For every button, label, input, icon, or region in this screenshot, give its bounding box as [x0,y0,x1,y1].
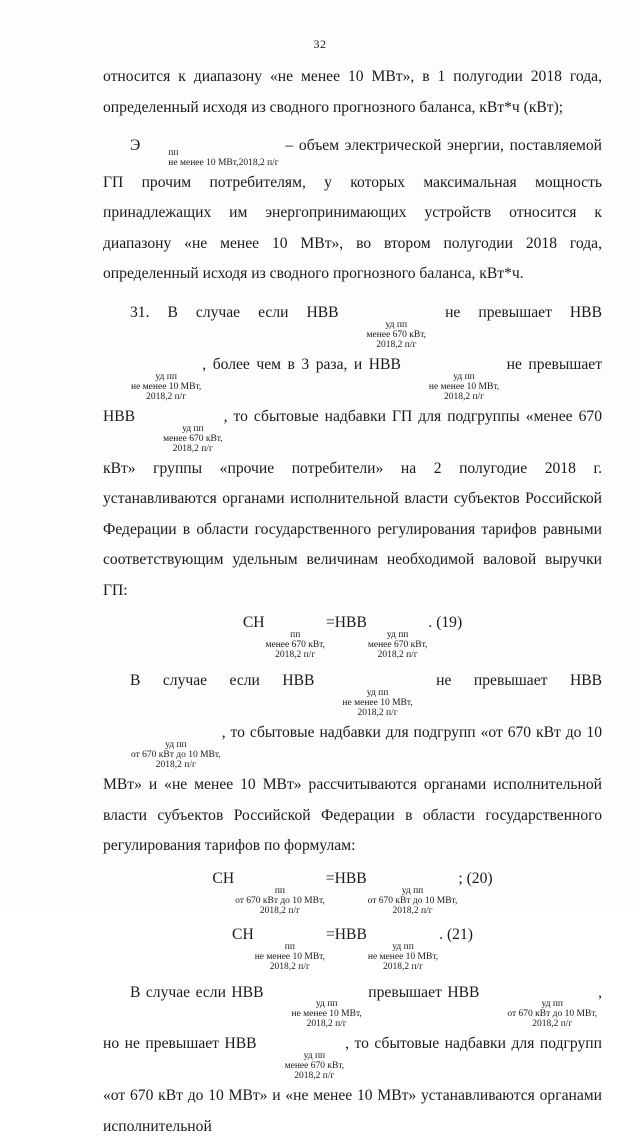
symbol-e: Э [130,137,140,154]
symbol-e-scripts: пп не менее 10 МВт,2018,2 п/г [141,148,278,168]
formula-number-21: (21) [447,926,473,943]
document-body [103,62,602,1142]
paragraph-case-3: В случае если НВВ уд пп не менее 10 МВт, 2018,2 п/г превышает НВВ уд пп от 670 кВт до 10 МВт, 2018,2 п/г , но не превышает НВВ уд пп менее 670 кВт, 2018,2 п/г , то сбытовые надбавки для подгрупп «от 670 кВт до 10 МВт» и «не менее 10 МВт» устанавливаются органами исполнительной [103,978,602,1142]
formula-number-19: (19) [436,614,462,631]
paragraph-31: 31. В случае если НВВ уд пп менее 670 кВт, 2018,2 п/г не превышает НВВ уд пп не менее 10 МВт, 2018,2 п/г , более чем в 3 раза, и НВВ уд пп не менее 10 МВт, 2018,2 п/г не превышает НВВ уд пп менее 670 кВт, 2018,2 п/г , то сбытовые надбавки ГП для подгруппы «менее 670 кВт» группы «прочие потребители» на 2 полугодие 2018 г. устанавливаются органами исполнительной власти субъектов Российской Федерации в области государственного регулирования тарифов равными соответствующим удельным величинам необходимой валовой выручки ГП: [103,298,602,606]
formula-number-20: (20) [467,870,493,887]
paragraph-continuation: относится к диапазону «не менее 10 МВт», в 1 полугодии 2018 года, определенный исходя из сводного прогнозного баланса, кВт*ч (кВт); [103,62,602,123]
formula-19: СН пп менее 670 кВт, 2018,2 п/г =НВВ уд пп менее 670 кВт, 2018,2 п/г . (19) [103,610,602,660]
formula-20: СН пп от 670 кВт до 10 МВт, 2018,2 п/г =НВВ уд пп от 670 кВт до 10 МВт, 2018,2 п/г ; (20) [103,866,602,916]
page-number: 32 [0,37,640,52]
definition-text: – объем электрической энергии, поставляемой ГП прочим потребителям, у которых максимальная мощность принадлежащих им энергопринимающих устройств относится к диапазону «не менее 10 МВт», во втором полугодии 2018 года, определенный исходя из сводного прогнозного баланса, кВт*ч. [103,137,602,282]
paragraph-definition [103,131,602,290]
paragraph-case-2: В случае если НВВ уд пп не менее 10 МВт, 2018,2 п/г не превышает НВВ уд пп от 670 кВт до 10 МВт, 2018,2 п/г , то сбытовые надбавки для подгрупп «от 670 кВт до 10 МВт» и «не менее 10 МВт» рассчитываются органами исполнительной власти субъектов Российской Федерации в области государственного регулирования тарифов по формулам: [103,666,602,861]
formula-21: СН пп не менее 10 МВт, 2018,2 п/г =НВВ уд пп не менее 10 МВт, 2018,2 п/г . (21) [103,922,602,972]
